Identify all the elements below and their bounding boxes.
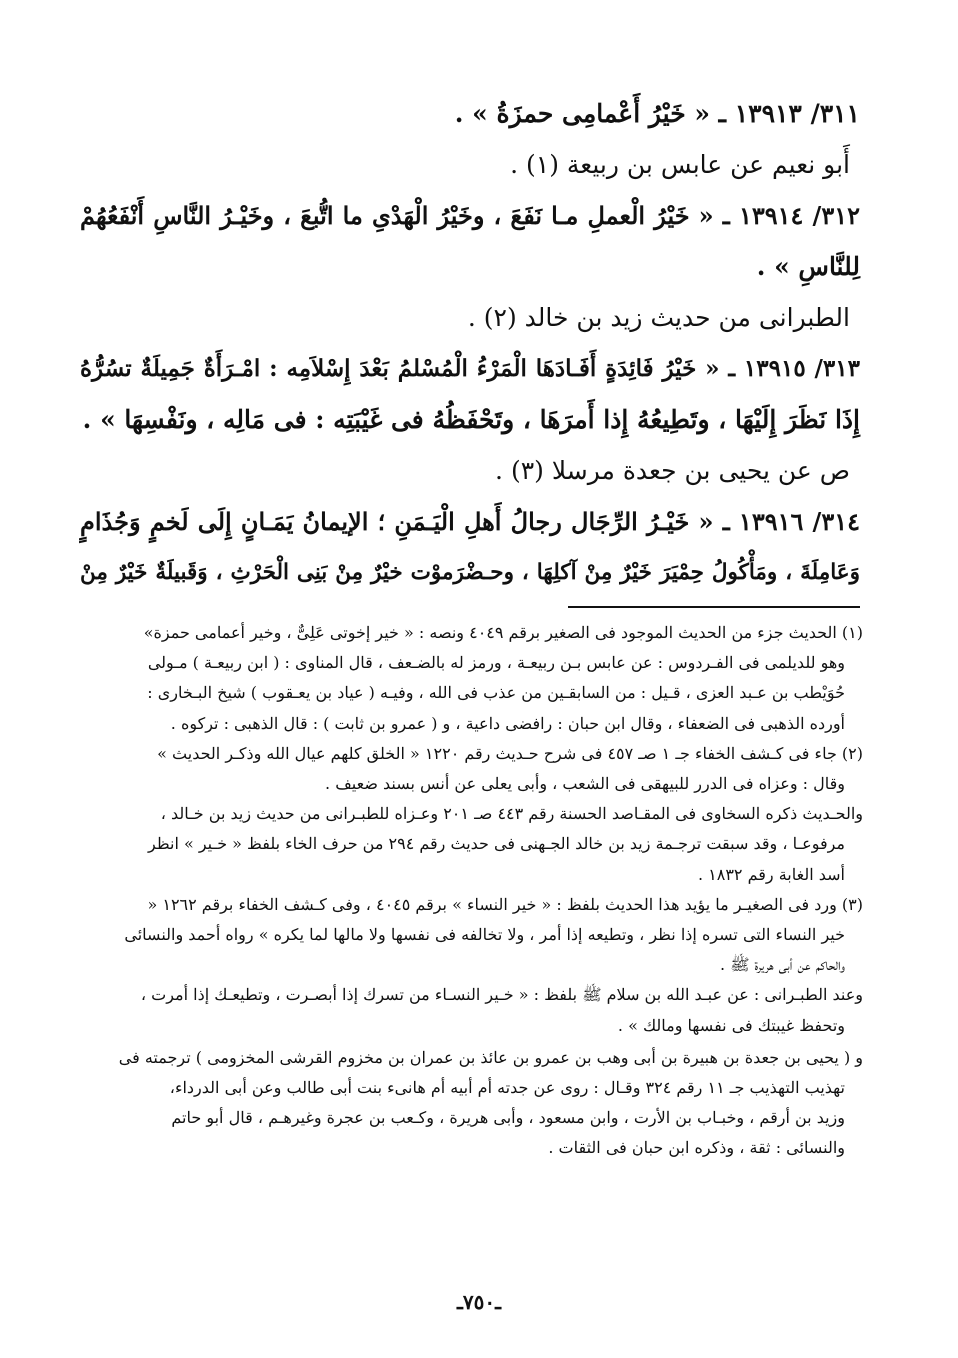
footnote-separator	[568, 606, 860, 608]
source-311: أَبو نعيم عن عابس بن ربيعة (١) .	[510, 150, 850, 179]
footnote-line: أورده الذهبى فى الضعفاء ، وقال ابن حبان : رافضى داعية ، و ( عمرو بن ثابت ) : قال الذهبى : تركوه .	[170, 713, 845, 733]
hadith-313-cont: إِذَا نَظَرَ إِلَيْهَا ، وتَطِيعُهُ إِذا أَمرَهَا ، وتَحْفَظُهُ فى غَيْبَتِه : فى مَالِه ، ونَفْسِهَا » .	[82, 405, 860, 434]
page-number: ـ٧٥٠ـ	[457, 1290, 501, 1314]
footnote-line: والحاكم عن أبى هريرة ﷺ .	[720, 955, 845, 975]
footnote-line: حُوَيْطب بن عـبد العزى ، قـيل : من السابقـين من عذب فى الله ، وفيـه ( عياد بن يعـقوب ) شيخ البـخارى :	[147, 683, 845, 703]
footnote-line: والحـديث ذكره السخاوى فى المقـاصد الحسنة رقم ٤٤٣ صـ ٢٠١ وعـزاه للطبـرانى من حديث زيد بن خـالد ،	[160, 804, 863, 824]
source-313: ص عن يحيى بن جعدة مرسلا (٣) .	[495, 456, 850, 485]
footnote-line: والنسائى : ثقة ، وذكره ابن حبان فى الثقات .	[548, 1138, 845, 1158]
hadith-313: ٣١٣/ ١٣٩١٥ ـ « خَيْرُ فَائِدَةٍ أَفَـادَهَا الْمَرْءُ الْمُسْلمُ بَعْدَ إِسْلاَمِه : امْـرَأَةٌ جَمِيلَةٌ تسُرُّهُ	[80, 355, 860, 382]
hadith-312-cont: لِلنَّاسِ » .	[756, 252, 860, 281]
footnotes-block	[78, 618, 863, 1164]
footnote-line: وعند الطبـرانى : عن عبـد الله بن سلام ﷺ بلفظ : « خـير النسـاء من تسرك إذا أبصـرت ، وتطيعـك إذا أمرت ،	[140, 985, 863, 1005]
footnote-line: خير النساء التى تسره إذا نظر ، وتطيعه إذا أمر ، ولا تخالفه فى نفسها ولا مالها لما يكره » رواه أحمد والنسائى	[124, 925, 845, 945]
hadith-314-cont: وَعَامِلَةَ ، ومَأْكُولُ حِمْيَرَ خَيْرٌ مِنْ آكلِهَا ، وحـضْرَموْت خيْرٌ مِنْ بَنِى الْحَرْثِ ، وَقَبيلَةٌ خَيْرٌ مِنْ	[80, 560, 860, 585]
hadith-312: ٣١٢/ ١٣٩١٤ ـ « خَيْرُ الْعملِ مـا نَفَعَ ، وخَيْرُ الْهَدْىِ ما اتُّبعَ ، وخَيْـرُ النَّاسِ أَنْفَعُهُمْ	[80, 201, 860, 230]
footnote-3: (٣) ورد فى الصغيـر ما يؤيد هذا الحديث بلفظ : « خير النساء » برقم ٤٠٤٥ ، وفى كـشف الخفاء برقم ١٢٦٢ «	[147, 894, 863, 914]
footnote-1: (١) الحديث جزء من الحديث الموجود فى الصغير برقم ٤٠٤٩ ونصه : « خير إخوتى عَلِىٌّ ، وخير أعمامى حمزة»	[143, 623, 863, 642]
footnote-2: (٢) جاء فى كـشف الخفاء جـ ١ صـ ٤٥٧ فى شرح حـديث رقم ١٢٢٠ « الخلق كلهم عيال الله وذكـر الحديث »	[157, 743, 863, 763]
footnote-line: و ( يحيى بن جعدة بن هبيرة بن أبى وهب بن عمرو بن عائذ بن عمران بن مخزوم القرشى المخزومى ) ترجمته فى	[118, 1047, 863, 1067]
footnote-line: وقال : وعزاه فى الدرر للبيهقى فى الشعب ، وأبى يعلى عن أنس بسند ضعيف .	[325, 774, 845, 794]
hadith-text-block	[80, 88, 860, 598]
source-312: الطبرانى من حديث زيد بن خالد (٢) .	[467, 303, 850, 332]
hadith-311: ٣١١/ ١٣٩١٣ ـ « خَيْرُ أَعْمامِى حمزَةُ » .	[454, 99, 860, 128]
footnote-line: أسد الغابة رقم ١٨٣٢ .	[697, 864, 845, 884]
footnote-line: تهذيب التهذيب جـ ١١ رقم ٣٢٤ وقـال : روى عن جدته أم أبيه أم هانىء بنت أبى طالب وعن أبى الدرداء،	[169, 1078, 845, 1098]
hadith-314: ٣١٤/ ١٣٩١٦ ـ « خَيْـرُ الرِّجَال رجالُ أَهلِ الْيَـمَنِ ؛ الإيمانُ يَمَـانٍ إِلَى لَخمٍ وَجُذَامٍ	[80, 507, 860, 536]
footnote-line: وتحفظ غيبتك فى نفسها ومالك » .	[617, 1015, 845, 1035]
footnote-line: وهو للديلمى فى الفـردوس : عن عابس بـن ربيعـة ، ورمز له بالضـعف ، قال المناوى : ( ابن ربيعـة ) مـولى	[147, 653, 845, 673]
footnote-line: وزيد بن أرقم ، وخبـاب بن الأرت ، وابن مسعود ، وأبى هريرة ، وكـعب بن عجرة وغيرهـم ، قال أبو حاتم	[171, 1108, 845, 1128]
footnote-line: مرفوعـا ، وقد سبقت ترجـمة زيد بن خالد الجـهنى فى حديث رقم ٢٩٤ من حرف الخاء بلفظ « خـير » انظر	[148, 834, 845, 854]
